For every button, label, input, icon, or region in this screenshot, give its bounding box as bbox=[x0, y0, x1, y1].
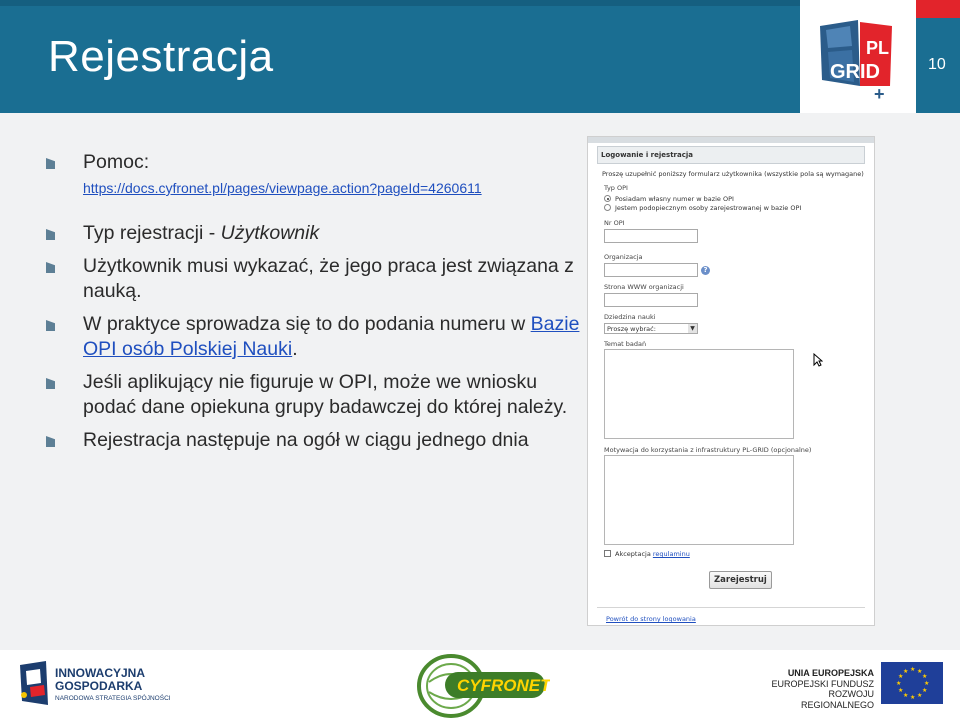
form-intro: Proszę uzupełnić poniższy formularz użytkownika (wszystkie pola są wymagane) bbox=[602, 170, 864, 178]
form-tab-title: Logowanie i rejestracja bbox=[597, 146, 865, 164]
logo-plus-text: + bbox=[874, 84, 885, 104]
terms-link[interactable]: regulaminu bbox=[652, 550, 690, 558]
ig-line1: INNOWACYJNA bbox=[55, 666, 146, 680]
svg-text:★: ★ bbox=[896, 680, 902, 687]
svg-text:★: ★ bbox=[917, 668, 923, 675]
corner-red-bar bbox=[916, 0, 960, 18]
slide-header bbox=[0, 0, 960, 113]
ue-line1: UNIA EUROPEJSKA bbox=[787, 668, 874, 678]
motivation-textarea[interactable] bbox=[604, 455, 794, 545]
ig-strategy-text: NARODOWA STRATEGIA SPÓJNOŚCI bbox=[55, 695, 171, 702]
ue-line3: ROZWOJU REGIONALNEGO bbox=[800, 689, 874, 710]
www-label: Strona WWW organizacji bbox=[604, 283, 684, 291]
opi-option2-radio[interactable] bbox=[604, 204, 611, 211]
svg-text:★: ★ bbox=[903, 668, 909, 675]
nr-opi-input[interactable] bbox=[604, 229, 698, 243]
form-top-bar bbox=[588, 137, 874, 143]
bullet-registration-type bbox=[42, 221, 582, 246]
footer-logos bbox=[0, 650, 960, 720]
accept-checkbox[interactable] bbox=[604, 550, 611, 557]
user-requirement-text: Użytkownik musi wykazać, że jego praca jest związana z nauką. bbox=[83, 255, 574, 302]
svg-text:★: ★ bbox=[924, 680, 930, 687]
bullet-marker bbox=[46, 378, 55, 389]
registration-form-screenshot bbox=[587, 136, 875, 626]
bullet-marker bbox=[46, 320, 55, 331]
opi-option2-label: Jestem podopiecznym osoby zarejestrowanej w bazie OPI bbox=[615, 204, 802, 212]
help-icon[interactable]: ? bbox=[701, 266, 710, 275]
nr-opi-label: Nr OPI bbox=[604, 219, 625, 227]
www-input[interactable] bbox=[604, 293, 698, 307]
svg-text:★: ★ bbox=[922, 687, 928, 694]
mouse-cursor-icon bbox=[813, 353, 823, 367]
help-label: Pomoc: bbox=[83, 151, 150, 173]
eu-flag-icon bbox=[881, 662, 943, 704]
plgrid-logo bbox=[800, 0, 916, 113]
timing-text: Rejestracja następuje na ogół w ciągu jednego dnia bbox=[83, 429, 529, 451]
svg-text:★: ★ bbox=[917, 692, 923, 699]
slide-title: Rejestracja bbox=[48, 32, 274, 81]
opi-option1-label: Posiadam własny numer w bazie OPI bbox=[615, 195, 734, 203]
svg-text:★: ★ bbox=[910, 694, 916, 701]
field-select[interactable] bbox=[604, 323, 698, 334]
svg-text:★: ★ bbox=[910, 666, 916, 673]
svg-text:★: ★ bbox=[922, 673, 928, 680]
topics-label: Temat badań bbox=[604, 340, 647, 348]
bullet-opi-number bbox=[42, 312, 582, 362]
ig-line2: GOSPODARKA bbox=[55, 679, 143, 693]
organization-label: Organizacja bbox=[604, 253, 643, 261]
opi-number-suffix: . bbox=[292, 338, 298, 360]
svg-text:★: ★ bbox=[903, 692, 909, 699]
accept-text: Akceptacja bbox=[615, 550, 653, 558]
bullet-list bbox=[42, 150, 582, 461]
bullet-timing bbox=[42, 428, 582, 453]
back-to-login-link[interactable]: Powrót do strony logowania bbox=[606, 615, 696, 623]
bullet-marker bbox=[46, 436, 55, 447]
form-separator bbox=[597, 607, 865, 608]
cyfronet-logo bbox=[415, 652, 550, 718]
bullet-marker bbox=[46, 262, 55, 273]
bullet-no-opi bbox=[42, 370, 582, 420]
no-opi-text: Jeśli aplikujący nie figuruje w OPI, może we wniosku podać dane opiekuna grupy badawczej do której należy. bbox=[83, 371, 568, 418]
registration-type-text: Typ rejestracji - bbox=[83, 222, 221, 244]
topics-textarea[interactable] bbox=[604, 349, 794, 439]
bullet-marker bbox=[46, 229, 55, 240]
ue-line2: EUROPEJSKI FUNDUSZ bbox=[771, 678, 874, 689]
bullet-user-requirement bbox=[42, 254, 582, 304]
opi-option1-radio[interactable] bbox=[604, 195, 611, 202]
help-link[interactable]: https://docs.cyfronet.pl/pages/viewpage.action?pageId=4260611 bbox=[83, 180, 482, 196]
logo-grid-text: GRID bbox=[830, 61, 880, 83]
bullet-marker bbox=[46, 158, 55, 169]
register-button[interactable]: Zarejestruj bbox=[709, 571, 772, 589]
innovative-economy-text bbox=[55, 667, 145, 693]
field-label: Dziedzina nauki bbox=[604, 313, 656, 321]
organization-input[interactable] bbox=[604, 263, 698, 277]
opi-number-text: W praktyce sprowadza się to do podania numeru w bbox=[83, 313, 531, 335]
opi-database-link[interactable]: Bazie OPI osób Polskiej Nauki bbox=[83, 313, 580, 360]
logo-pl-text: PL bbox=[866, 38, 890, 58]
svg-text:★: ★ bbox=[898, 673, 904, 680]
accept-label bbox=[615, 550, 690, 558]
registration-type-value: Użytkownik bbox=[220, 222, 320, 244]
page-number: 10 bbox=[928, 56, 946, 73]
innovative-economy-logo-icon bbox=[18, 661, 50, 705]
bullet-help bbox=[42, 150, 582, 201]
eu-text bbox=[768, 668, 874, 710]
svg-text:★: ★ bbox=[898, 687, 904, 694]
field-select-value: Proszę wybrać: bbox=[607, 325, 656, 333]
cyfronet-text: CYFRONET bbox=[457, 676, 550, 695]
chevron-down-icon: ▼ bbox=[688, 324, 697, 333]
motivation-label: Motywacja do korzystania z infrastruktury PL-GRID (opcjonalne) bbox=[604, 446, 812, 454]
opi-type-label: Typ OPI bbox=[604, 184, 628, 192]
